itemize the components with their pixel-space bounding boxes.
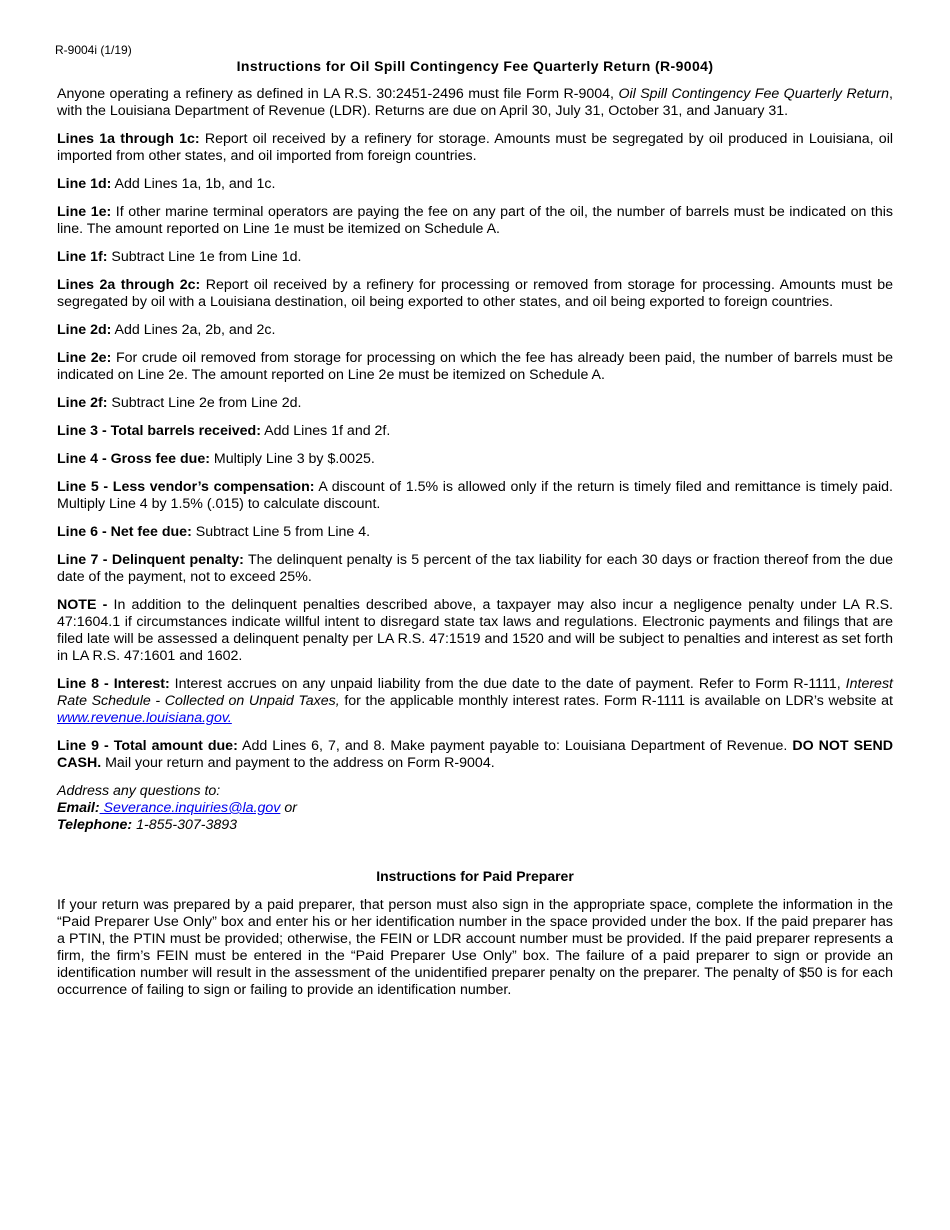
instruction-line-1e: Line 1e: If other marine terminal operators are paying the fee on any part of the oil, the number of barrels must be indicated on this line. The amount reported on Line 1e must be itemized on Schedule A. — [57, 204, 893, 237]
revenue-website-link[interactable]: www.revenue.louisiana.gov. — [57, 710, 232, 726]
instruction-line-2e: Line 2e: For crude oil removed from storage for processing on which the fee has already been paid, the number of barrels must be indicated on Line 2e. The amount reported on Line 2e must be itemized on Schedule A. — [57, 350, 893, 383]
instruction-line-3: Line 3 - Total barrels received: Add Lines 1f and 2f. — [57, 423, 391, 439]
form-name: Oil Spill Contingency Fee Quarterly Return — [618, 86, 890, 102]
instruction-line-2d: Line 2d: Add Lines 2a, 2b, and 2c. — [57, 322, 276, 338]
instruction-line-1d: Line 1d: Add Lines 1a, 1b, and 1c. — [57, 176, 276, 192]
form-id: R-9004i (1/19) — [55, 43, 132, 57]
instruction-line-5: Line 5 - Less vendor’s compensation: A discount of 1.5% is allowed only if the return is timely filed and remittance is timely paid. Multiply Line 4 by 1.5% (.015) to calculate discount. — [57, 479, 893, 512]
instruction-line-8: Line 8 - Interest: Interest accrues on any unpaid liability from the due date to the date of payment. Refer to Form R-1111, Interest Rate Schedule - Collected on Unpaid Taxes, for the applicable monthly interest rates. Form R-1111 is available on LDR’s website at www.revenue.louisiana.gov. — [57, 676, 893, 726]
intro-paragraph: Anyone operating a refinery as defined in LA R.S. 30:2451-2496 must file Form R-9004, Oil Spill Contingency Fee Quarterly Return, with the Louisiana Department of Revenue (LDR). Returns are due on April 30, July 31, October 31, and January 31. — [57, 86, 893, 119]
page-title: Instructions for Oil Spill Contingency Fee Quarterly Return (R-9004) — [236, 58, 714, 74]
instruction-line-9: Line 9 - Total amount due: Add Lines 6, 7, and 8. Make payment payable to: Louisiana Department of Revenue. DO NOT SEND CASH. Mail your return and payment to the address on Form R-9004. — [57, 738, 893, 771]
instruction-line-2a-2c: Lines 2a through 2c: Report oil received by a refinery for processing or removed from storage for processing. Amounts must be segregated by oil with a Louisiana destination, oil being exported to other states, and oil being exported to foreign countries. — [57, 277, 893, 310]
preparer-paragraph: If your return was prepared by a paid preparer, that person must also sign in the appropriate space, complete the information in the “Paid Preparer Use Only” box and enter his or her identification number in the space provided under the box. If the paid preparer has a PTIN, the PTIN must be provided; otherwise, the FEIN or LDR account number must be provided. If the paid preparer represents a firm, the firm’s FEIN must be entered in the “Paid Preparer Use Only” box. The failure of a paid preparer to sign or provide an identification number will result in the assessment of the unidentified preparer penalty on the preparer. The penalty of $50 is for each occurrence of failing to sign or failing to provide an identification number. — [57, 897, 893, 998]
contact-phone: Telephone: 1-855-307-3893 — [57, 817, 238, 833]
note-paragraph: NOTE - In addition to the delinquent penalties described above, a taxpayer may also incur a negligence penalty under LA R.S. 47:1604.1 if circumstances indicate willful intent to disregard state tax laws and regulations. Electronic payments and filings that are filed late will be assessed a delinquent penalty per LA R.S. 47:1519 and 1520 and will be subject to penalties and interest as set forth in LA R.S. 47:1601 and 1602. — [57, 597, 893, 664]
instruction-line-6: Line 6 - Net fee due: Subtract Line 5 from Line 4. — [57, 524, 371, 540]
instruction-line-2f: Line 2f: Subtract Line 2e from Line 2d. — [57, 395, 302, 411]
preparer-title: Instructions for Paid Preparer — [376, 868, 574, 884]
instruction-line-1a-1c: Lines 1a through 1c: Report oil received by a refinery for storage. Amounts must be segregated by oil produced in Louisiana, oil imported from other states, and oil imported from foreign countries. — [57, 131, 893, 164]
email-link[interactable]: Severance.inquiries@la.gov — [99, 800, 281, 816]
contact-heading: Address any questions to: — [57, 783, 221, 799]
instruction-line-1f: Line 1f: Subtract Line 1e from Line 1d. — [57, 249, 302, 265]
instructions-body — [57, 86, 893, 1010]
instruction-line-7: Line 7 - Delinquent penalty: The delinquent penalty is 5 percent of the tax liability for each 30 days or fraction thereof from the due date of the payment, not to exceed 25%. — [57, 552, 893, 585]
contact-email: Email: Severance.inquiries@la.gov or — [57, 800, 297, 816]
contact-block — [57, 783, 893, 834]
instruction-line-4: Line 4 - Gross fee due: Multiply Line 3 by $.0025. — [57, 451, 375, 467]
